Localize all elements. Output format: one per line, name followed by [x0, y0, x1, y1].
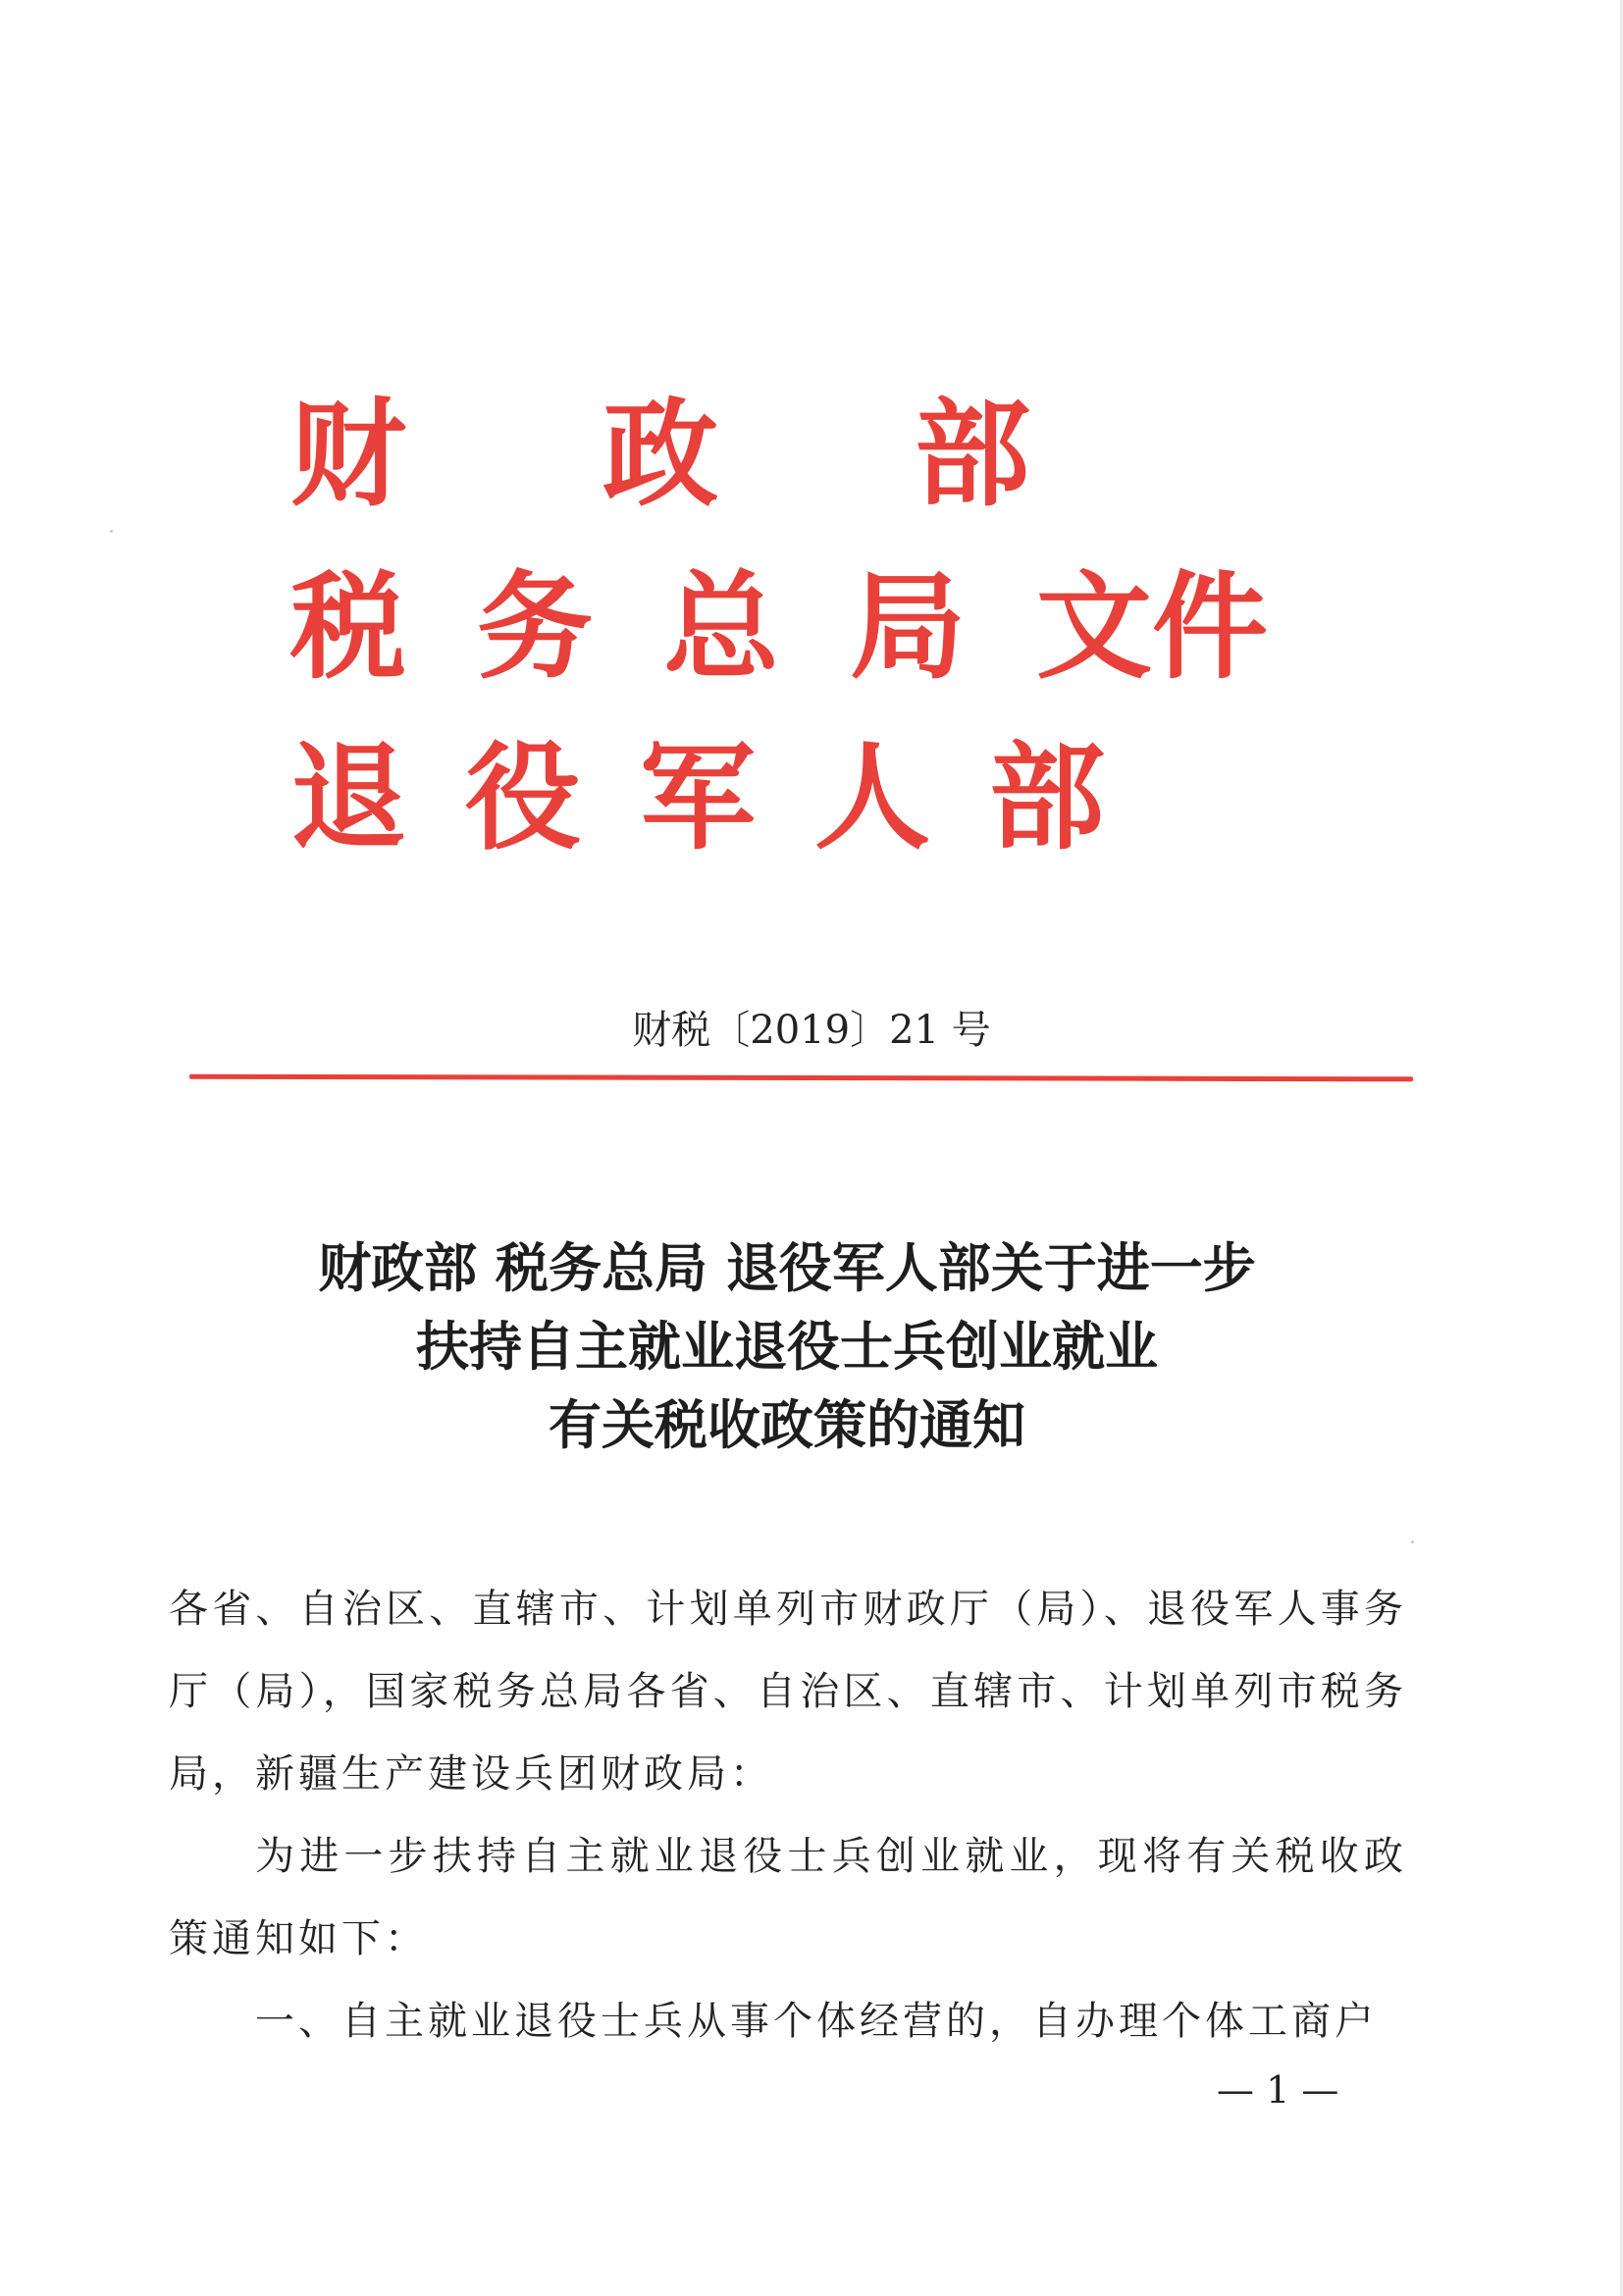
body-paragraph-1: 为进一步扶持自主就业退役士兵创业就业，现将有关税收政策通知如下： [169, 1834, 1407, 1961]
recipients-paragraph: 各省、自治区、直辖市、计划单列市财政厅（局）、退役军人事务厅（局），国家税务总局各省、自治区、直辖市、计划单列市税务局，新疆生产建设兵团财政局： [169, 1587, 1407, 1797]
title-line-2: 扶持自主就业退役士兵创业就业 [416, 1315, 1158, 1378]
header-issuer-line-1: 财政部 [290, 386, 1228, 522]
header-issuer-line-3: 退役军人部 [290, 729, 1165, 865]
title-line-1: 财政部 税务总局 退役军人部关于进一步 [318, 1236, 1256, 1299]
title-line-3: 有关税收政策的通知 [549, 1393, 1025, 1456]
body-paragraph-2: 一、自主就业退役士兵从事个体经营的，自办理个体工商户 [255, 1999, 1378, 2044]
red-separator-rule [189, 1074, 1413, 1082]
header-issuer-line-2 [290, 558, 1269, 695]
document-title [0, 1228, 1574, 1464]
page-number: — 1 — [1217, 2068, 1339, 2112]
scan-speck [1411, 1540, 1414, 1543]
document-number: 财税〔2019〕21 号 [632, 1008, 991, 1053]
scan-speck [110, 530, 113, 533]
document-body [169, 1568, 1407, 2062]
header-issuer-line-2-text: 税务总局 [290, 558, 1037, 695]
header-document-word: 文件 [1036, 558, 1269, 695]
